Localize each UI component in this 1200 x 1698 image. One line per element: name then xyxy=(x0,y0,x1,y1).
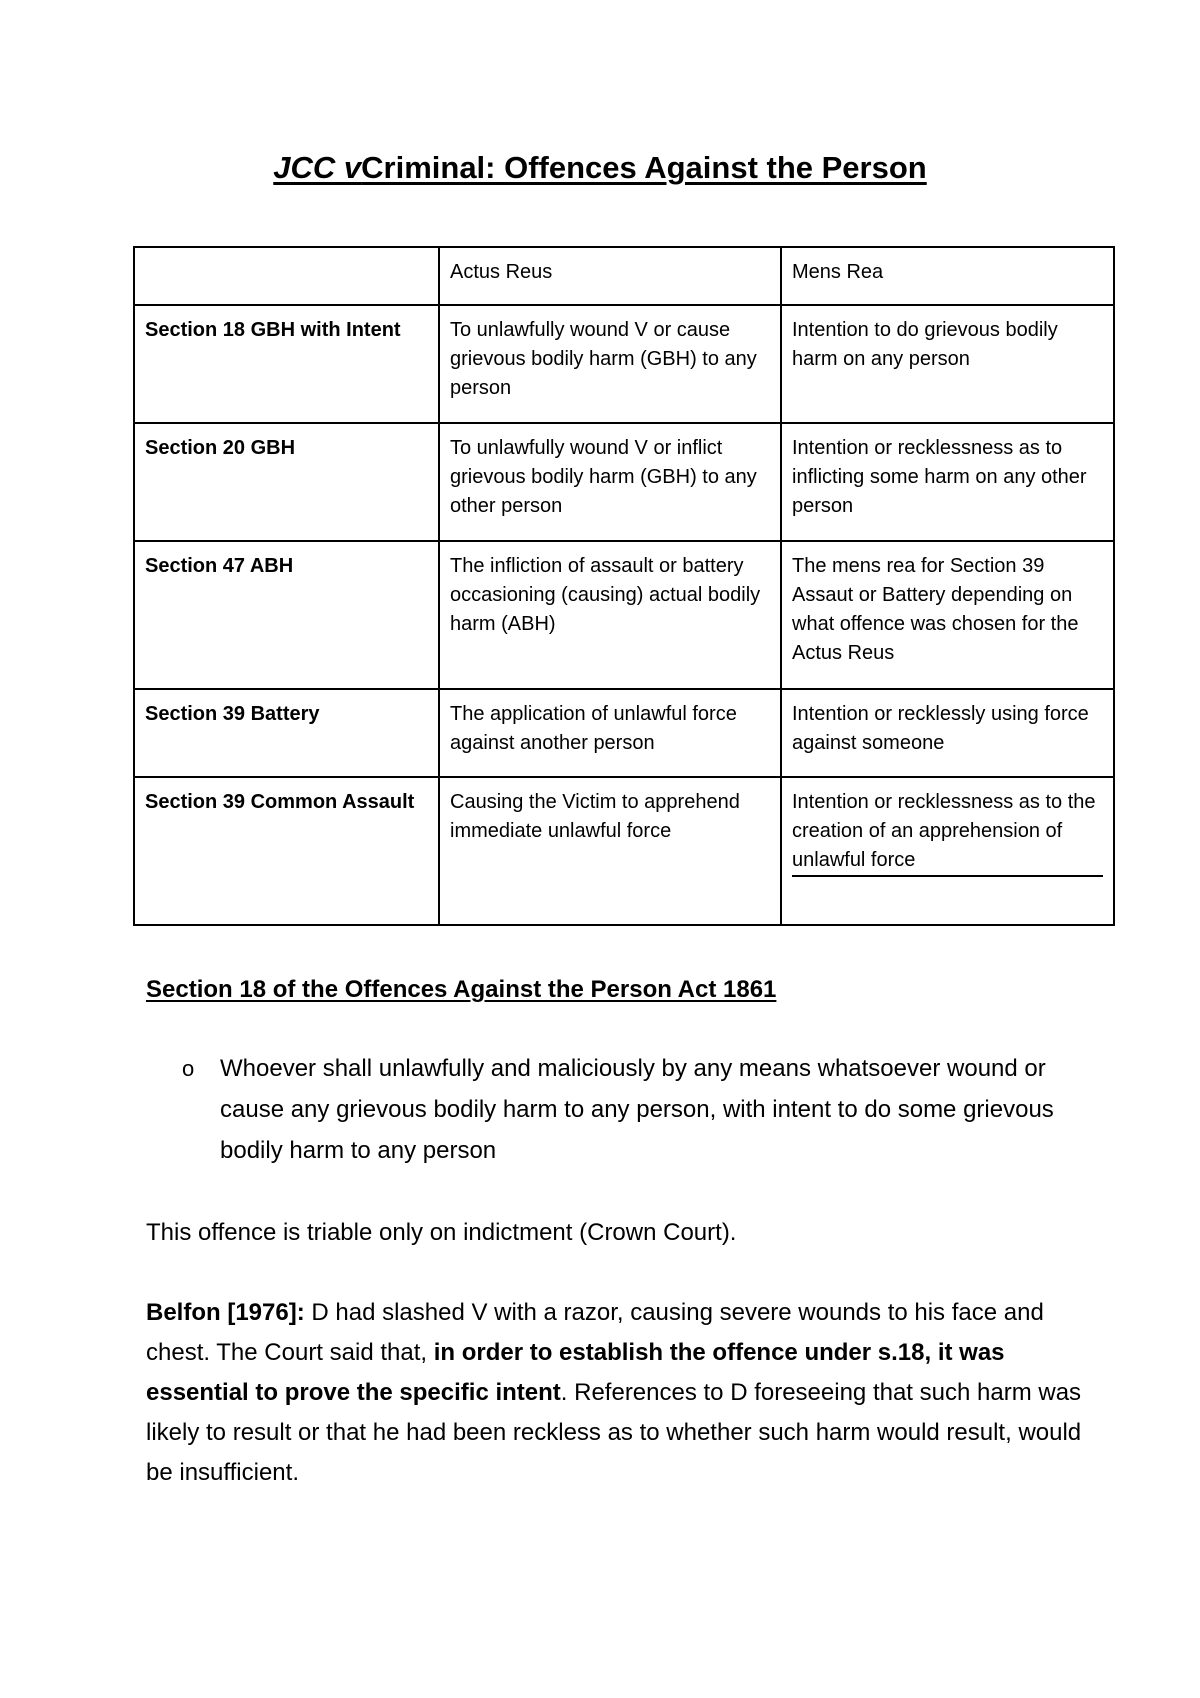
hollow-bullet-icon: o xyxy=(182,1056,195,1081)
case-intro: D had slashed V with a razor, causing severe wounds to his face and chest. The Court said that, xyxy=(146,1299,1044,1366)
document-title xyxy=(0,150,1200,186)
mens-rea-cell xyxy=(781,777,1114,925)
actus-reus-cell: The infliction of assault or battery occasioning (causing) actual bodily harm (ABH) xyxy=(439,541,781,689)
offences-table xyxy=(133,246,1115,926)
offence-cell: Section 18 GBH with Intent xyxy=(134,305,439,423)
case-outro: . References to D foreseeing that such harm was likely to result or that he had been reckless as to whether such harm would result, would be insufficient. xyxy=(146,1379,1082,1486)
mens-rea-underlined-text: Intention or recklessness as to the creation of an apprehension of unlawful force xyxy=(792,788,1103,877)
offence-cell: Section 20 GBH xyxy=(134,423,439,541)
statute-text: Whoever shall unlawfully and maliciously by any means whatsoever wound or cause any grievous bodily harm to any person, with intent to do some grievous bodily harm to any person xyxy=(220,1055,1054,1164)
header-cell-empty xyxy=(134,247,439,305)
actus-reus-cell: To unlawfully wound V or inflict grievous bodily harm (GBH) to any other person xyxy=(439,423,781,541)
table-row xyxy=(134,423,1114,541)
header-cell-actus-reus: Actus Reus xyxy=(439,247,781,305)
mens-rea-cell: Intention to do grievous bodily harm on any person xyxy=(781,305,1114,423)
mens-rea-cell: The mens rea for Section 39 Assaut or Battery depending on what offence was chosen for the Actus Reus xyxy=(781,541,1114,689)
table-header-row xyxy=(134,247,1114,305)
actus-reus-cell: Causing the Victim to apprehend immediate unlawful force xyxy=(439,777,781,925)
table-row xyxy=(134,689,1114,777)
offence-cell: Section 39 Battery xyxy=(134,689,439,777)
header-cell-mens-rea: Mens Rea xyxy=(781,247,1114,305)
actus-reus-cell: The application of unlawful force against another person xyxy=(439,689,781,777)
case-key-statement: in order to establish the offence under s.18, it was essential to prove the specific intent xyxy=(146,1339,1005,1406)
actus-reus-cell: To unlawfully wound V or cause grievous bodily harm (GBH) to any person xyxy=(439,305,781,423)
title-main-text: Criminal: Offences Against the Person xyxy=(361,150,927,185)
list-item xyxy=(146,1048,1096,1171)
offence-cell: Section 47 ABH xyxy=(134,541,439,689)
case-name: Belfon [1976]: xyxy=(146,1299,305,1326)
table-row xyxy=(134,777,1114,925)
table-row xyxy=(134,541,1114,689)
mens-rea-cell: Intention or recklessly using force against someone xyxy=(781,689,1114,777)
triable-paragraph: This offence is triable only on indictment (Crown Court). xyxy=(146,1219,737,1246)
section-heading: Section 18 of the Offences Against the Person Act 1861 xyxy=(146,976,777,1003)
title-case-prefix: JCC v xyxy=(273,150,362,185)
offence-cell: Section 39 Common Assault xyxy=(134,777,439,925)
belfon-case-paragraph xyxy=(146,1293,1086,1493)
mens-rea-cell: Intention or recklessness as to inflicting some harm on any other person xyxy=(781,423,1114,541)
table-row xyxy=(134,305,1114,423)
statute-bullet-list xyxy=(146,1048,1096,1171)
